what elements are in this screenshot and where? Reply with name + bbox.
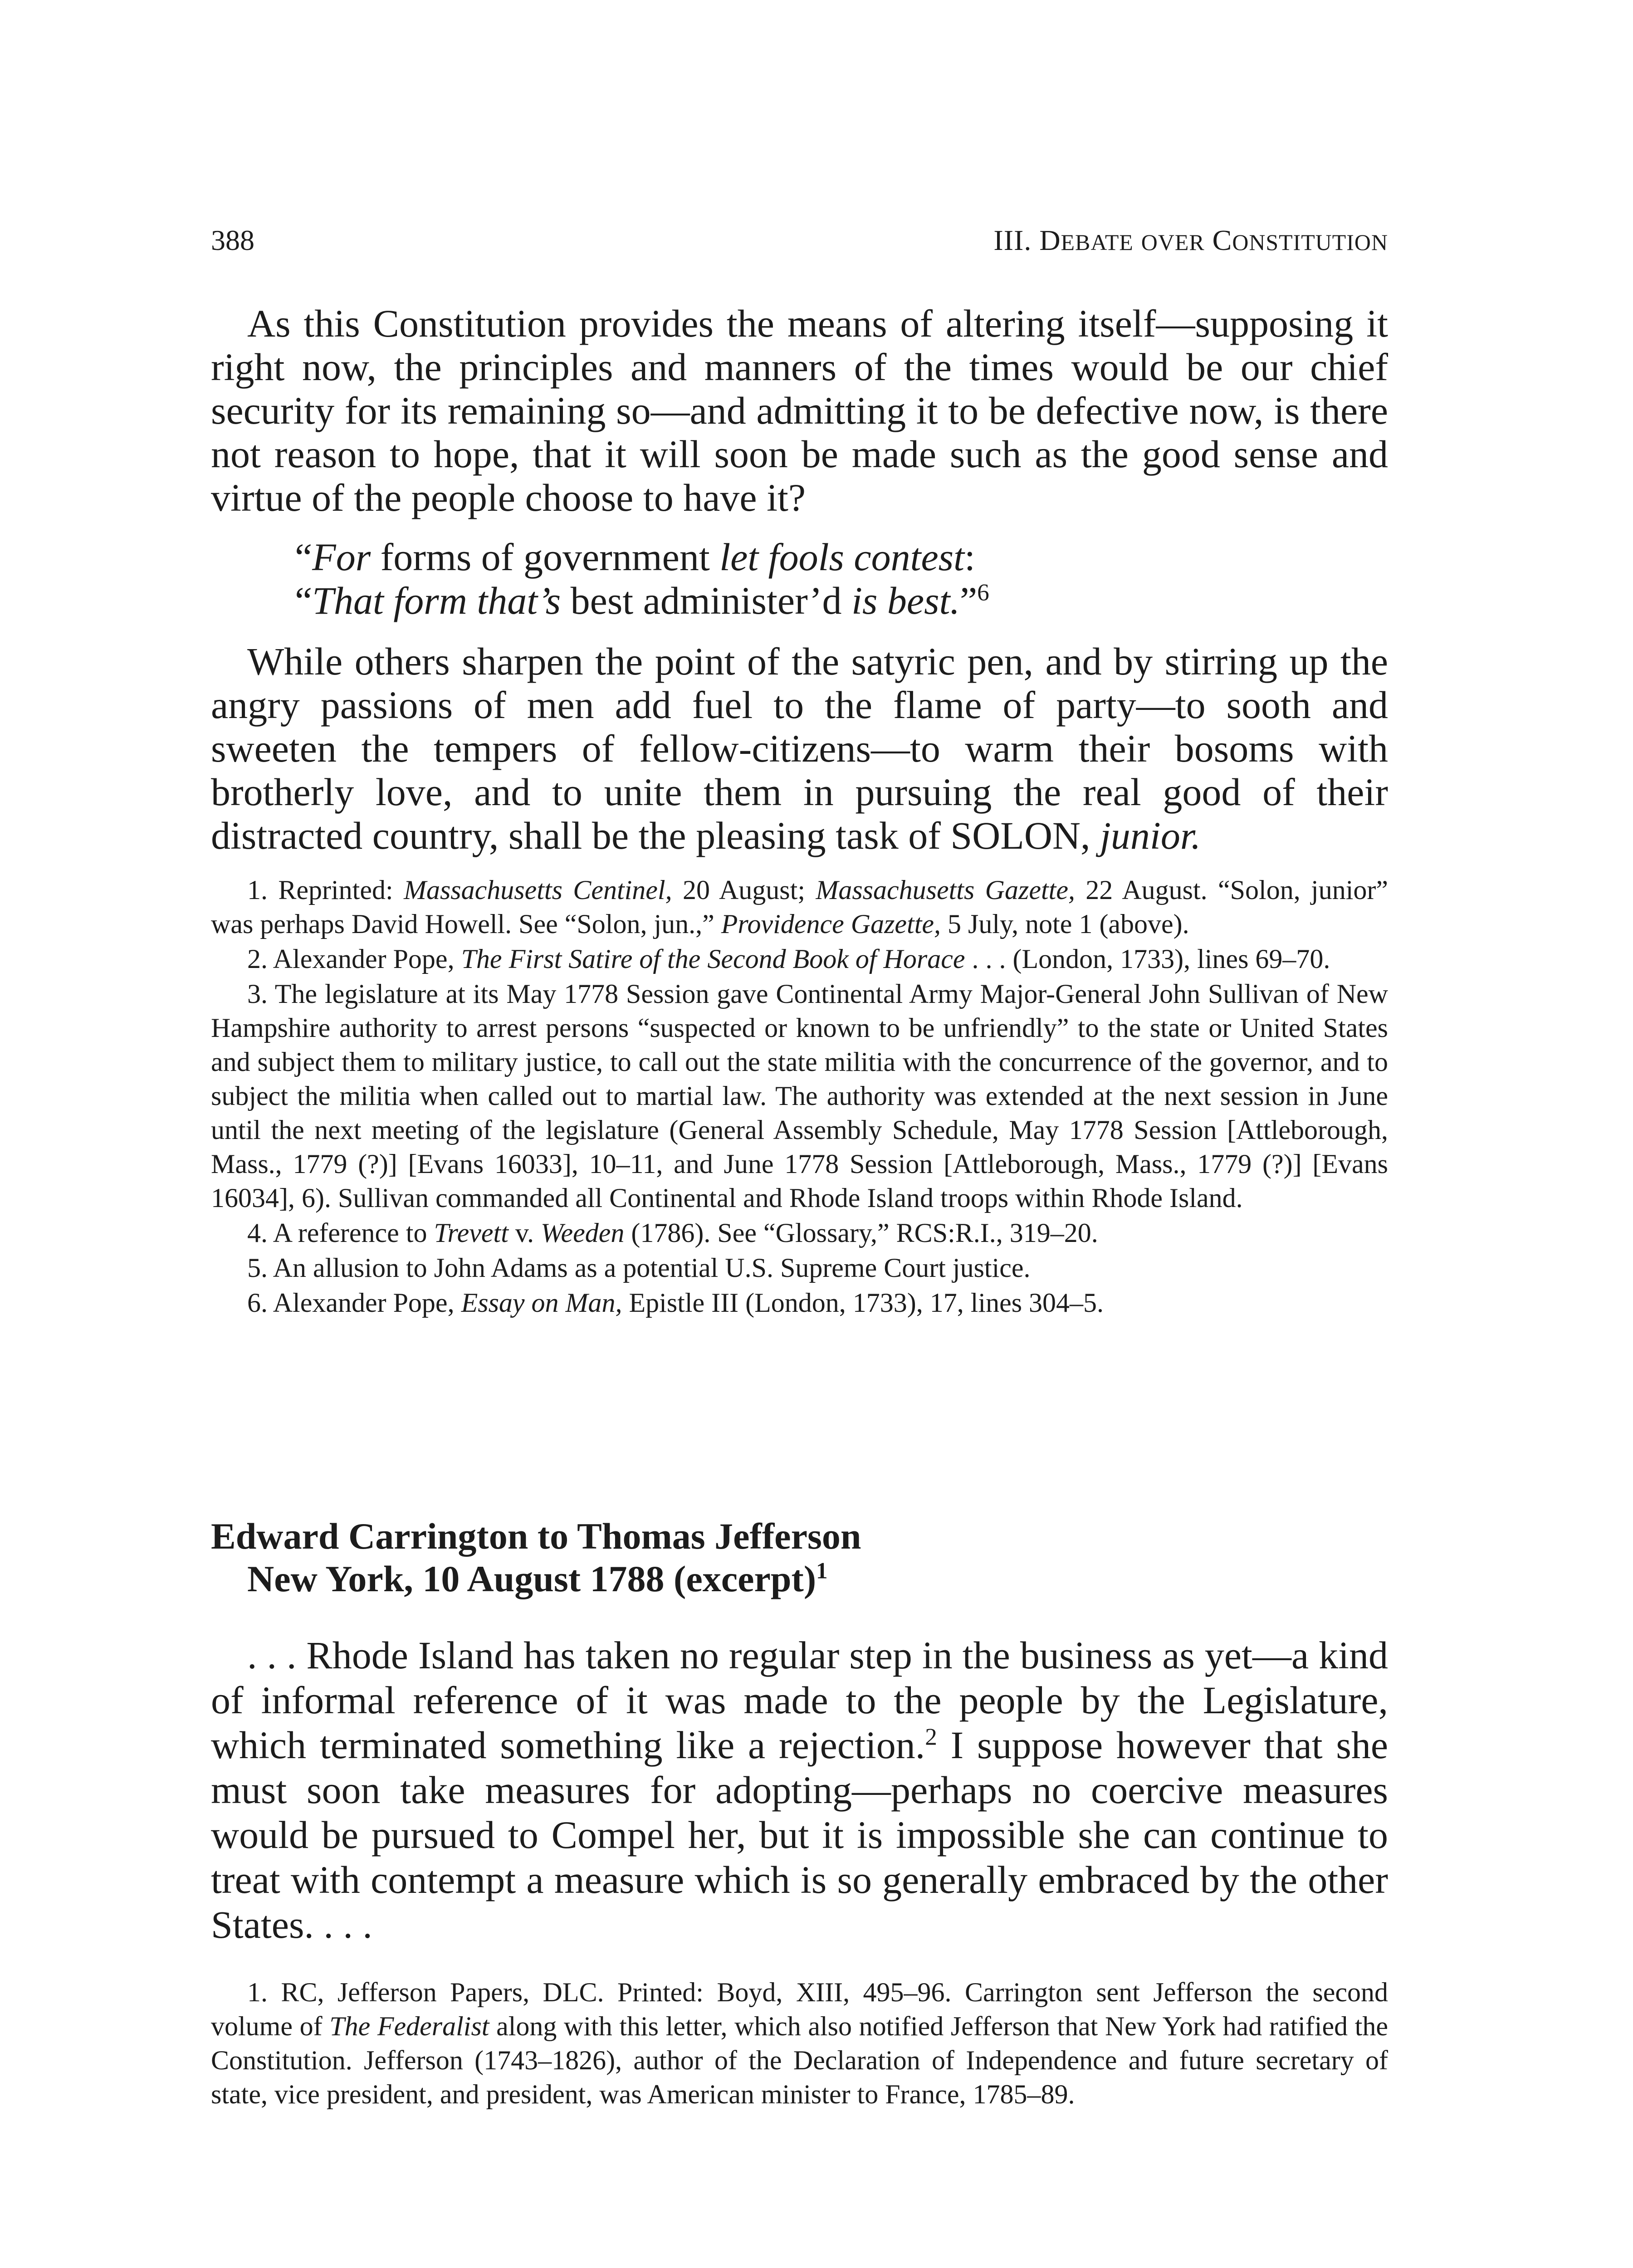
footnote-3: 3. The legislature at its May 1778 Session gave Continental Army Major-General John Sullivan of New Hampshire authority to arrest persons “suspected or known to be unfriendly” to the state or United States and subject them to military justice, to call out the state militia with the concurrence of the governor, and to subject the militia when called out to martial law. The authority was extended at the next session in June until the next meeting of the legislature (General Assembly Schedule, May 1778 Session [Attleborough, Mass., 1779 (?)] [Evans 16033], 10–11, and June 1778 Session [Attleborough, Mass., 1779 (?)] [Evans 16034], 6). Sullivan commanded all Continental and Rhode Island troops within Rhode Island.	[211, 979, 1388, 1213]
note-italic: Massachusetts Gazette,	[816, 875, 1075, 905]
footnote-2	[211, 942, 1388, 976]
note-italic: The First Satire of the Second Book of Horace	[461, 944, 965, 974]
footnote-1	[211, 873, 1388, 941]
note-italic: Weeden	[541, 1218, 625, 1248]
verse-quotation	[295, 535, 1338, 622]
section-word3-cap: C	[1212, 224, 1232, 256]
letter-paragraph	[211, 1633, 1388, 1947]
verse-open-quote-2: “	[295, 579, 313, 622]
section-word3-rest: ONSTITUTION	[1232, 230, 1388, 255]
section-word1-rest: EBATE	[1061, 230, 1134, 255]
verse-open-quote-1: “	[295, 535, 313, 579]
note-text: 20 August;	[672, 875, 816, 905]
doc-footnote-1	[211, 1975, 1388, 2112]
note-italic: Massachusetts Centinel,	[403, 875, 672, 905]
letter-text-a: . . . Rhode Island has taken no regular step in the business as yet—a kind of informal reference of it was made to the people by the Legislature, which terminated something like a rejection.	[211, 1633, 1388, 1767]
note-text: (1786). See “Glossary,” RCS:R.I., 319–20.	[624, 1218, 1098, 1248]
verse-text-1: forms of government	[371, 535, 720, 579]
note-text: 5 July, note 1 (above).	[941, 909, 1189, 939]
footnote-5: 5. An allusion to John Adams as a potential U.S. Supreme Court justice.	[247, 1253, 1031, 1283]
document-heading-line-2	[211, 1558, 1388, 1600]
note-text: 1. RC, Jefferson Papers, DLC. Printed: Boyd, XIII, 495–96. Carrington sent Jefferson the second volume of	[211, 1977, 1388, 2041]
paragraph-text	[211, 640, 1388, 857]
body-paragraph-2	[211, 640, 1388, 857]
note-italic: Essay on Man,	[461, 1288, 622, 1318]
note-text: 4. A reference to	[247, 1218, 434, 1248]
document-heading-line-1: Edward Carrington to Thomas Jefferson	[211, 1515, 861, 1557]
document-footnotes	[211, 1975, 1388, 2112]
footnotes	[211, 873, 1388, 1321]
verse-italic-for: For	[312, 535, 371, 579]
verse-italic-is-best: is best.	[851, 579, 960, 622]
document-heading	[211, 1515, 1388, 1600]
letter-text-b: I suppose however that she must soon take measures for adopting—perhaps no coercive measures would be pursued to Compel her, but it is impossible she can continue to treat with contempt a measure which is so generally embraced by the other States. . . .	[211, 1723, 1388, 1946]
footnote-4	[211, 1216, 1388, 1250]
section-heading	[993, 218, 1388, 265]
section-word2: OVER	[1141, 230, 1205, 255]
footnote-ref-1: 1	[816, 1558, 828, 1584]
footnote-ref-2: 2	[925, 1723, 937, 1750]
verse-colon: :	[964, 535, 975, 579]
heading-date: New York, 10 August 1788 (excerpt)	[247, 1558, 816, 1599]
verse-text-2: best administer’d	[561, 579, 852, 622]
note-text: . . . (London, 1733), lines 69–70.	[965, 944, 1330, 974]
verse-italic-let-fools: let fools contest	[719, 535, 965, 579]
note-text: 2. Alexander Pope,	[247, 944, 461, 974]
body-paragraph-1	[211, 302, 1388, 519]
note-italic: Providence Gazette,	[721, 909, 941, 939]
note-text: 6. Alexander Pope,	[247, 1288, 461, 1318]
note-italic: The Federalist	[329, 2011, 489, 2041]
signature-junior: junior.	[1100, 814, 1201, 857]
note-text: Epistle III (London, 1733), 17, lines 304–5.	[622, 1288, 1104, 1318]
note-italic: Trevett	[434, 1218, 508, 1248]
verse-line-1	[295, 535, 1338, 579]
note-text: 22 August. “Solon, junior” was perhaps David Howell. See “Solon, jun.,”	[211, 875, 1388, 939]
footnote-ref-6: 6	[977, 578, 989, 606]
note-text: along with this letter, which also notified Jefferson that New York had ratified the Constitution. Jefferson (1743–1826), author of the Declaration of Independence and future secretary of state, vice president, and president, was American minister to France, 1785–89.	[211, 2011, 1389, 2109]
note-text: v.	[508, 1218, 541, 1248]
letter-excerpt	[211, 1633, 1388, 1947]
verse-italic-that-form: That form that’s	[312, 579, 561, 622]
section-roman: III.	[993, 224, 1032, 256]
section-word1-cap: D	[1039, 224, 1061, 256]
running-head	[211, 218, 1388, 263]
verse-close-quote: ”	[959, 579, 978, 622]
paragraph-2-text: While others sharpen the point of the satyric pen, and by stirring up the angry passions of men add fuel to the flame of party—to sooth and sweeten the tempers of fellow-citizens—to warm their bosoms with brotherly love, and to unite them in pursuing the real good of their distracted country, shall be the pleasing task of SOLON,	[211, 640, 1388, 857]
page-number: 388	[211, 224, 254, 256]
footnote-6	[211, 1286, 1388, 1320]
paragraph-text: As this Constitution provides the means of altering itself—supposing it right now, the principles and manners of the times would be our chief security for its remaining so—and admitting it to be defective now, is there not reason to hope, that it will soon be made such as the good sense and virtue of the people choose to have it?	[211, 302, 1388, 519]
verse-line-2	[295, 579, 1338, 622]
note-text: 1. Reprinted:	[247, 875, 404, 905]
